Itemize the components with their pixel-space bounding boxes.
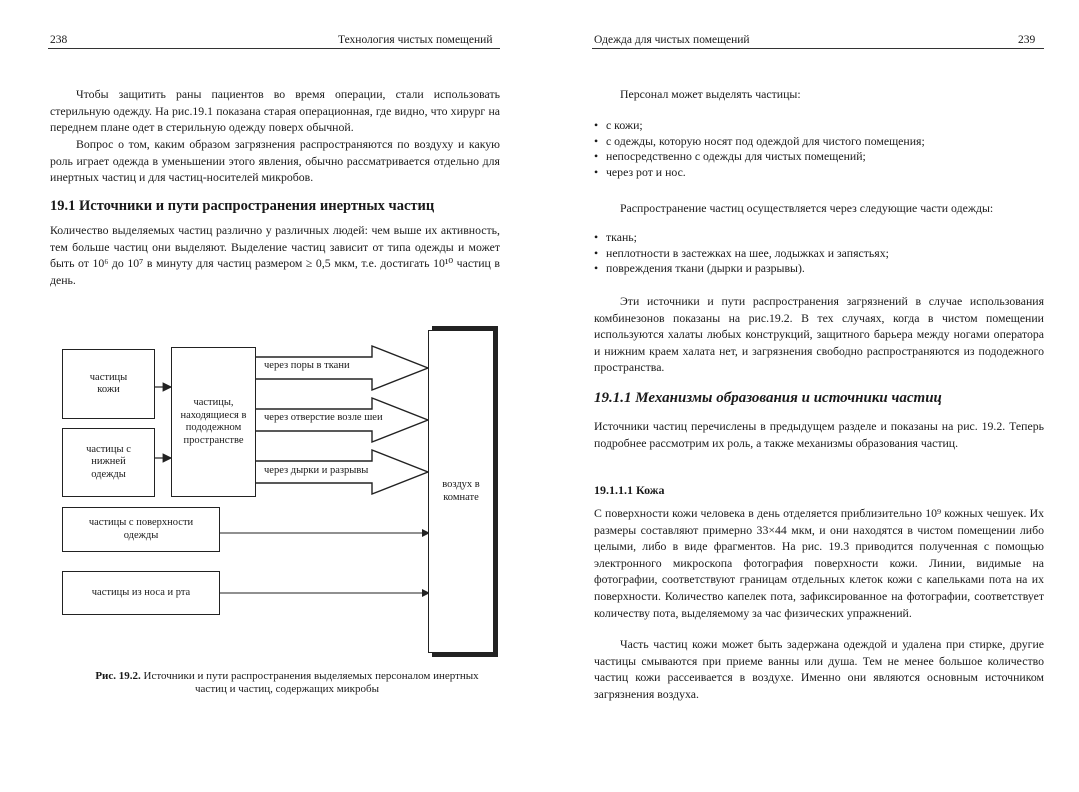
list-item: • неплотности в застежках на шее, лодыжках и запястьях; <box>594 246 1044 262</box>
intro-paragraph-1: Чтобы защитить раны пациентов во время операции, стали использовать стерильную одежду. На рис.19.1 показана старая операционная, где видно, что хирург на переднем плане одет в стерильную одежду поверх обычной. <box>50 87 500 135</box>
clothing-parts-list <box>594 230 1044 277</box>
lower-clothing-box <box>62 428 155 497</box>
list-item: • повреждения ткани (дырки и разрывы). <box>594 261 1044 277</box>
lower-clothing-label: частицы с нижней одежды <box>86 443 131 480</box>
nose-mouth-box <box>62 571 220 615</box>
clothing-surface-label: частицы с поверхности одежды <box>88 517 194 541</box>
particle-source-list <box>594 118 1044 180</box>
spread-paragraph: Распространение частиц осуществляется через следующие части одежды: <box>620 201 994 215</box>
nose-mouth-label: частицы из носа и рта <box>91 586 191 598</box>
underclothing-space-box <box>171 347 256 497</box>
figure-caption-label: Рис. 19.2. <box>95 670 141 682</box>
list-item: • с кожи; <box>594 118 1044 134</box>
arrow-holes-label: через дырки и разрывы <box>264 465 369 476</box>
list-item: • с одежды, которую носят под одеждой для чистого помещения; <box>594 134 1044 150</box>
skin-particles-box <box>62 349 155 419</box>
left-page-number: 238 <box>50 34 68 46</box>
figure-caption <box>92 670 482 696</box>
subsubsection-heading: 19.1.1.1 Кожа <box>594 483 665 497</box>
list-item: • через рот и нос. <box>594 165 1044 181</box>
skin-paragraph-1: С поверхности кожи человека в день отделяется приблизительно 10⁹ кожных чешуек. Их размеры составляют примерно 33×44 мкм, и они находятся в чистом помещении либо целыми, либо в виде фрагментов. На рис. 19.3 приводится полученная с помощью электронного микроскопа фотография поверхности кожи. Линии, видимые на фотографии, соответствуют границам отдельных клеток кожи с капельками пота на их поверхности. Количество капелек пота, зафиксированное на фотографии, соответствует количеству пота, выделяемому за час физических упражнений. <box>594 506 1044 620</box>
right-page-number: 239 <box>1018 34 1036 46</box>
section-paragraph: Количество выделяемых частиц различно у различных людей: чем выше их активность, тем больше частиц они выделяют. Выделение частиц зависит от типа одежды и может быть от 10⁶ до 10⁷ в минуту для частиц размером ≥ 0,5 мкм, т.е. достигать 10¹⁰ частиц в день. <box>50 223 500 287</box>
mechanisms-paragraph: Источники частиц перечислены в предыдущем разделе и показаны на рис. 19.2. Теперь подробнее рассмотрим их роль, а также механизмы образования частиц. <box>594 419 1044 450</box>
subsection-heading: 19.1.1 Механизмы образования и источники частиц <box>594 390 942 406</box>
room-box-label: воздух в комнате <box>442 479 480 503</box>
left-running-head: Технология чистых помещений <box>338 34 493 46</box>
right-header-rule <box>592 48 1044 49</box>
underclothing-space-label: частицы, находящиеся в пододежном пространстве <box>180 397 247 446</box>
skin-particles-label: частицы кожи <box>89 371 128 395</box>
sources-paragraph: Эти источники и пути распространения загрязнений в случае использования комбинезонов показаны на рис.19.2. В тех случаях, когда в чистом помещении используются халаты любых конструкций, защитного барьера между ногами оператора и нижним краем халата нет, и загрязнения свободно распространяются из пододежного пространства. <box>594 294 1044 375</box>
room-box <box>428 330 494 653</box>
figure-caption-text: Источники и пути распространения выделяемых персоналом инертных частиц и частиц, содержащих микробы <box>143 670 479 695</box>
right-running-head: Одежда для чистых помещений <box>594 34 750 46</box>
clothing-surface-box <box>62 507 220 552</box>
list-item: • ткань; <box>594 230 1044 246</box>
arrow-neck-label: через отверстие возле шеи <box>264 412 383 423</box>
intro-paragraph-2: Вопрос о том, каким образом загрязнения распространяются по воздуху и какую роль играет одежда в уменьшении этого явления, обычно рассматривается отдельно для инертных частиц и для частиц-носителей микробов. <box>50 137 500 185</box>
skin-paragraph-2: Часть частиц кожи может быть задержана одеждой и удалена при стирке, другие частицы смываются при приеме ванны или душа. Тем не менее большое количество частиц кожи рассеивается в воздухе. Именно они являются основным источником загрязнения воздуха. <box>594 637 1044 701</box>
arrow-pores-label: через поры в ткани <box>264 360 350 371</box>
personnel-paragraph: Персонал может выделять частицы: <box>620 87 801 101</box>
section-heading: 19.1 Источники и пути распространения инертных частиц <box>50 198 435 214</box>
list-item: • непосредственно с одежды для чистых помещений; <box>594 149 1044 165</box>
right-page <box>540 0 1079 792</box>
